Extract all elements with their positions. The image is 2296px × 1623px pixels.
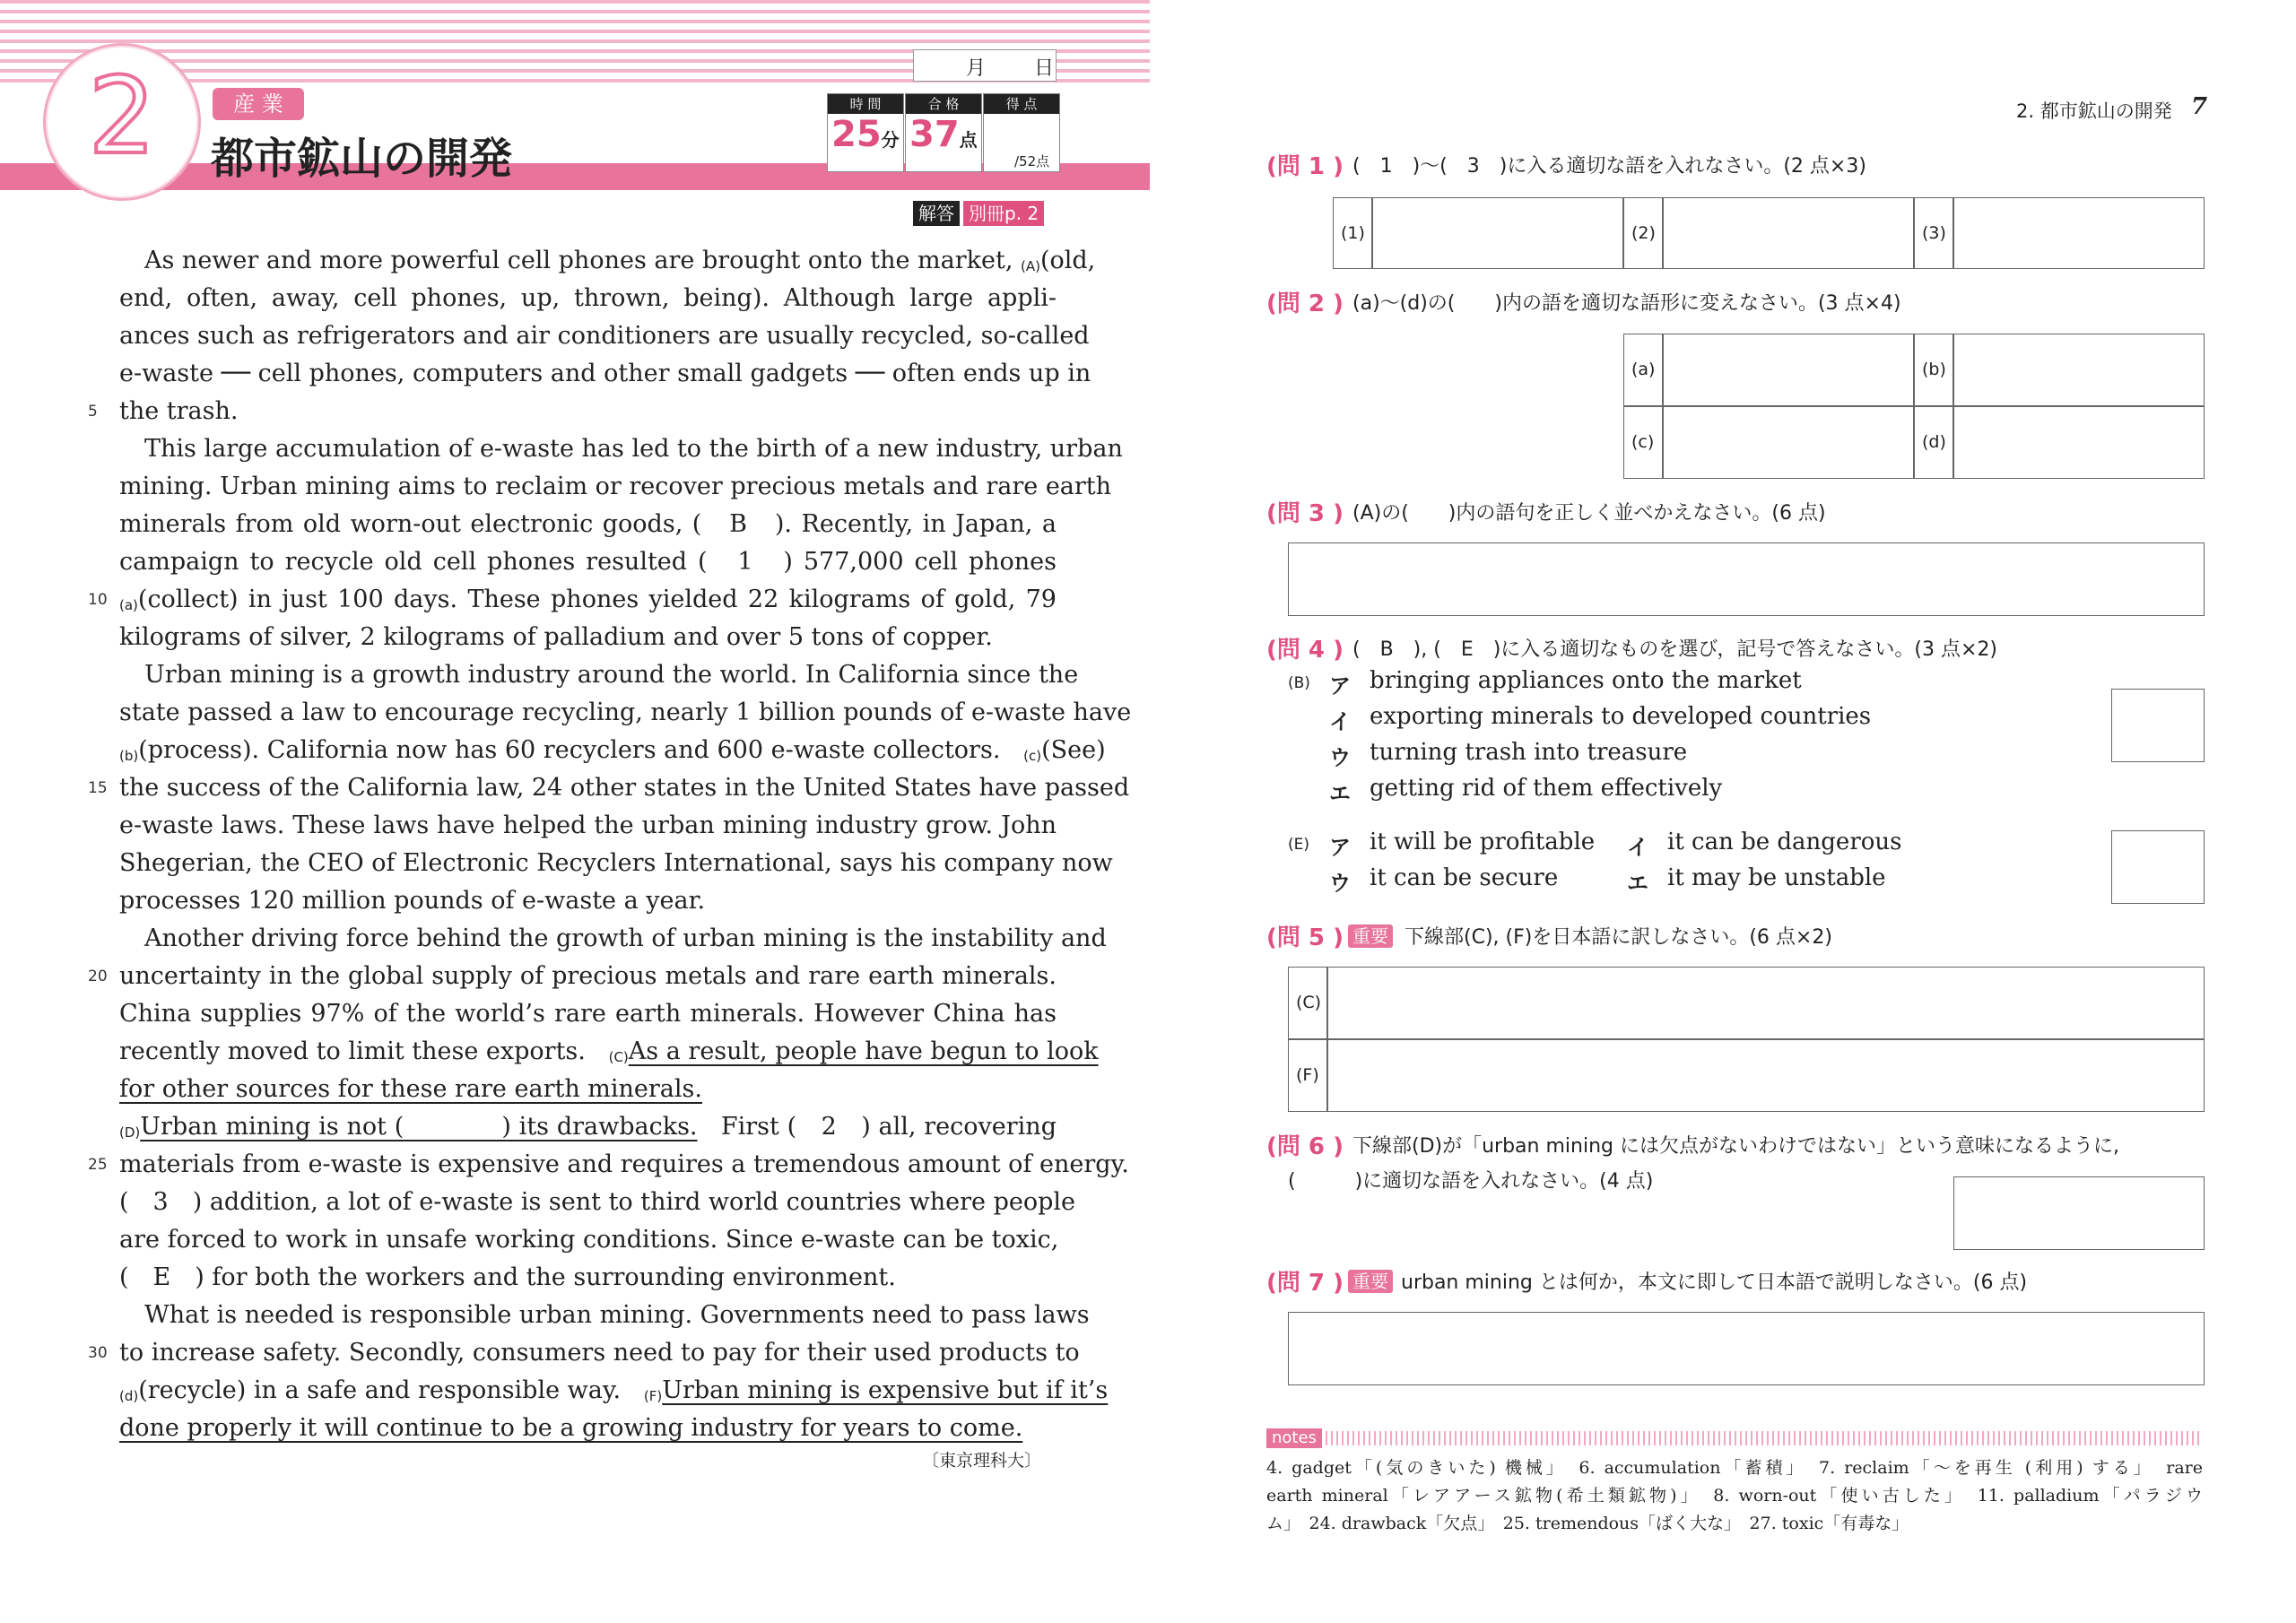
page-title: 都市鉱山の開発 bbox=[211, 134, 513, 184]
line-number: 15 bbox=[88, 779, 108, 797]
source-credit: 〔東京理科大〕 bbox=[922, 1451, 1042, 1471]
option-text: it may be unstable bbox=[1667, 864, 1886, 891]
q4-e-answer-box[interactable] bbox=[2111, 830, 2205, 904]
passage-line: $_{(b)}$(process). California now has 60 recyclers and 600 e-waste collectors. $_{(c)}$(See) bbox=[119, 736, 1106, 764]
option-text: turning trash into treasure bbox=[1370, 739, 1688, 766]
pass-unit: 点 bbox=[959, 129, 978, 151]
date-month: 月 bbox=[966, 57, 987, 80]
line-number: 25 bbox=[88, 1156, 108, 1174]
q1-cell-label: (3) bbox=[1914, 197, 1953, 269]
q2-answer-a[interactable] bbox=[1663, 334, 1914, 406]
passage-line: for other sources for these rare earth minerals. bbox=[119, 1075, 702, 1103]
pass-box bbox=[905, 93, 982, 172]
passage-line: to increase safety. Secondly, consumers need to pay for their used products to bbox=[119, 1339, 1080, 1367]
page-number: 7 bbox=[2191, 93, 2208, 120]
q4-b-answer-box[interactable] bbox=[2111, 689, 2205, 762]
option-kana: エ bbox=[1329, 781, 1351, 806]
passage-line: e-waste laws. These laws have helped the urban mining industry grow. John bbox=[119, 812, 1057, 839]
q6-text-2: ( )に適切な語を入れなさい。(4 点) bbox=[1288, 1170, 1654, 1193]
unit-number: 2 bbox=[88, 54, 156, 178]
note-line: ム」 24. drawback「欠点」 25. tremendous「ばく大な」 27. toxic「有毒な」 bbox=[1266, 1514, 1909, 1533]
time-label: 時 間 bbox=[828, 94, 903, 114]
q2-cell-label: (c) bbox=[1623, 406, 1663, 479]
q4-e-mark: (E) bbox=[1288, 836, 1310, 854]
date-day: 日 bbox=[1034, 57, 1055, 80]
passage-line: ( E ) for both the workers and the surrounding environment. bbox=[119, 1263, 896, 1291]
passage-line: end, often, away, cell phones, up, thrown, being). Although large appli- bbox=[119, 284, 1057, 312]
score-box[interactable] bbox=[983, 93, 1060, 172]
option-kana: ウ bbox=[1329, 871, 1351, 896]
line-number: 5 bbox=[88, 403, 98, 421]
notes-bar bbox=[1326, 1431, 2203, 1445]
category-tag: 産 業 bbox=[213, 88, 304, 120]
passage-line: Urban mining is a growth industry around the world. In California since the bbox=[144, 661, 1079, 689]
score-label: 得 点 bbox=[984, 94, 1059, 114]
important-badge: 重要 bbox=[1348, 1270, 1393, 1293]
option-text: it will be profitable bbox=[1370, 829, 1596, 855]
q2-answer-grid bbox=[1623, 334, 2205, 479]
q2-answer-c[interactable] bbox=[1663, 406, 1914, 479]
q3-text: (A)の( )内の語句を正しく並べかえなさい。(6 点) bbox=[1352, 502, 1826, 525]
passage-line: the success of the California law, 24 other states in the United States have passed bbox=[119, 774, 1130, 802]
option-text: it can be dangerous bbox=[1667, 829, 1902, 855]
q5-answer-c[interactable] bbox=[1327, 967, 2205, 1039]
option-text: getting rid of them effectively bbox=[1370, 775, 1723, 802]
option-kana: ア bbox=[1329, 835, 1351, 860]
note-line: 4. gadget「(気のきいた) 機械」 6. accumulation「蓄積」 7. reclaim「〜を再生 (利用) する」 rare bbox=[1266, 1458, 2203, 1478]
passage-line: What is needed is responsible urban mining. Governments need to pass laws bbox=[144, 1301, 1090, 1329]
q7-text: urban mining とは何か，本文に即して日本語で説明しなさい。(6 点) bbox=[1401, 1271, 2028, 1294]
q2-text: (a)〜(d)の( )内の語を適切な語形に変えなさい。(3 点×4) bbox=[1352, 292, 1901, 315]
passage-line: are forced to work in unsafe working conditions. Since e-waste can be toxic, bbox=[119, 1226, 1059, 1254]
q1-label: (問 1 ) bbox=[1266, 153, 1344, 180]
note-line: earth mineral「レアアース鉱物(希土類鉱物)」 8. worn-out「使い古した」 11. palladium「パラジウ bbox=[1266, 1486, 2203, 1506]
q4-label: (問 4 ) bbox=[1266, 637, 1344, 664]
option-kana: ウ bbox=[1329, 745, 1351, 770]
option-kana: エ bbox=[1627, 871, 1648, 896]
passage-line: uncertainty in the global supply of precious metals and rare earth minerals. bbox=[119, 962, 1057, 990]
q1-cell-label: (1) bbox=[1333, 197, 1372, 269]
q2-cell-label: (a) bbox=[1623, 334, 1663, 406]
q1-cell-label: (2) bbox=[1623, 197, 1663, 269]
option-kana: ア bbox=[1329, 673, 1351, 699]
q7-answer-box[interactable] bbox=[1288, 1312, 2205, 1385]
passage-line: ances such as refrigerators and air conditioners are usually recycled, so-called bbox=[119, 322, 1090, 350]
passage-line: China supplies 97% of the world’s rare earth minerals. However China has bbox=[119, 1000, 1057, 1028]
q6-label: (問 6 ) bbox=[1266, 1133, 1344, 1160]
q4-text: ( B ), ( E )に入る適切なものを選び，記号で答えなさい。(3 点×2) bbox=[1352, 638, 1998, 661]
passage-line: campaign to recycle old cell phones resulted ( 1 ) 577,000 cell phones bbox=[119, 548, 1057, 576]
pass-value: 37 bbox=[909, 114, 960, 155]
passage-line: $_{(d)}$(recycle) in a safe and responsible way. $_{(F)}$Urban mining is expensive but if it’s bbox=[119, 1376, 1109, 1404]
passage-line: e-waste ── cell phones, computers and other small gadgets ── often ends up in bbox=[119, 360, 1091, 387]
line-number: 30 bbox=[88, 1344, 108, 1362]
q5-cell-label: (C) bbox=[1288, 967, 1327, 1039]
option-text: exporting minerals to developed countries bbox=[1370, 703, 1872, 730]
line-number: 10 bbox=[88, 591, 108, 609]
q5-cell-label: (F) bbox=[1288, 1039, 1327, 1112]
passage-line: $_{(D)}$Urban mining is not ( ) its drawbacks. First ( 2 ) all, recovering bbox=[119, 1113, 1057, 1141]
q5-label: (問 5 ) bbox=[1266, 924, 1344, 951]
q2-answer-b[interactable] bbox=[1953, 334, 2205, 406]
passage-line: mining. Urban mining aims to reclaim or recover precious metals and rare earth bbox=[119, 473, 1112, 500]
q1-answer-3[interactable] bbox=[1953, 197, 2205, 269]
passage-line: ( 3 ) addition, a lot of e-waste is sent to third world countries where people bbox=[119, 1188, 1075, 1216]
q5-answer-f[interactable] bbox=[1327, 1039, 2205, 1112]
q1-answer-row bbox=[1333, 197, 2205, 269]
option-text: bringing appliances onto the market bbox=[1370, 667, 1802, 694]
date-box[interactable] bbox=[913, 49, 1057, 82]
q4-b-mark: (B) bbox=[1288, 674, 1310, 692]
q6-answer-box[interactable] bbox=[1953, 1176, 2205, 1250]
notes-label: notes bbox=[1266, 1428, 1322, 1448]
passage-line: As newer and more powerful cell phones are brought onto the market, $_{(A)}$(old, bbox=[144, 247, 1096, 274]
passage-line: kilograms of silver, 2 kilograms of palladium and over 5 tons of copper. bbox=[119, 623, 993, 651]
answer-ref: 別冊p. 2 bbox=[963, 201, 1044, 226]
option-kana: イ bbox=[1329, 709, 1351, 734]
q7-label: (問 7 ) bbox=[1266, 1270, 1344, 1297]
q3-label: (問 3 ) bbox=[1266, 500, 1344, 527]
q6-text: 下線部(D)が「urban mining には欠点がないわけではない」という意味になるように, bbox=[1352, 1135, 2119, 1158]
answer-label: 解答 bbox=[913, 201, 960, 226]
passage-line: state passed a law to encourage recycling, nearly 1 billion pounds of e-waste have bbox=[119, 699, 1132, 726]
passage-line: This large accumulation of e-waste has led to the birth of a new industry, urban bbox=[144, 435, 1123, 463]
score-total: /52点 bbox=[1014, 153, 1050, 169]
line-number: 20 bbox=[88, 968, 108, 985]
q1-text: ( 1 )〜( 3 )に入る適切な語を入れなさい。(2 点×3) bbox=[1352, 155, 1866, 178]
passage-line: done properly it will continue to be a growing industry for years to come. bbox=[119, 1414, 1023, 1442]
running-head: 2. 都市鉱山の開発 bbox=[2016, 100, 2172, 122]
passage-line: materials from e-waste is expensive and requires a tremendous amount of energy. bbox=[119, 1150, 1129, 1178]
q5-text: 下線部(C), (F)を日本語に訳しなさい。(6 点×2) bbox=[1405, 926, 1832, 949]
option-kana: イ bbox=[1627, 835, 1648, 860]
q2-cell-label: (d) bbox=[1914, 406, 1953, 479]
q3-answer-box[interactable] bbox=[1288, 542, 2205, 616]
time-value: 25 bbox=[831, 114, 882, 155]
q1-answer-1[interactable] bbox=[1372, 197, 1623, 269]
time-unit: 分 bbox=[881, 129, 900, 151]
passage-line: $_{(a)}$(collect) in just 100 days. These phones yielded 22 kilograms of gold, 79 bbox=[119, 586, 1057, 613]
passage-line: Shegerian, the CEO of Electronic Recyclers International, says his company now bbox=[119, 849, 1113, 877]
q2-cell-label: (b) bbox=[1914, 334, 1953, 406]
passage-line: the trash. bbox=[119, 397, 239, 425]
q5-answer-grid bbox=[1288, 967, 2205, 1112]
q1-answer-2[interactable] bbox=[1663, 197, 1914, 269]
passage-line: Another driving force behind the growth of urban mining is the instability and bbox=[144, 924, 1107, 952]
q2-answer-d[interactable] bbox=[1953, 406, 2205, 479]
important-badge: 重要 bbox=[1348, 924, 1393, 948]
time-box bbox=[827, 93, 904, 172]
option-text: it can be secure bbox=[1370, 864, 1559, 891]
q2-label: (問 2 ) bbox=[1266, 291, 1344, 317]
passage-line: recently moved to limit these exports. $_{(C)}$As a result, people have begun to look bbox=[119, 1037, 1099, 1065]
passage-line: minerals from old worn-out electronic goods, ( B ). Recently, in Japan, a bbox=[119, 510, 1057, 538]
passage-line: processes 120 million pounds of e-waste a year. bbox=[119, 887, 706, 915]
pass-label: 合 格 bbox=[906, 94, 981, 114]
